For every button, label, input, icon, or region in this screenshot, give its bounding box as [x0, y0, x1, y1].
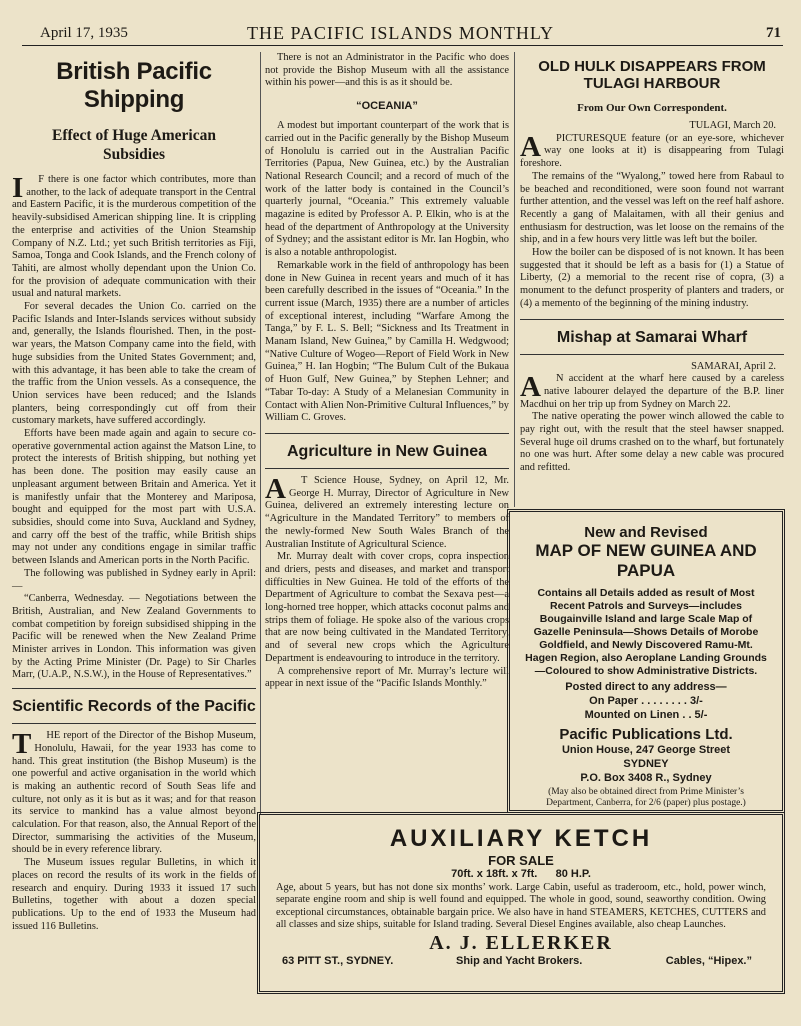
map-ad-note: (May also be obtained direct from Prime Minister’s Department, Canberra, for 2/6 (paper) plus postage.) — [546, 787, 746, 808]
shipping-paragraph: “Canberra, Wednesday. — Negotiations between the British, Australian, and New Zealand Governments to combat competition by foreign subsidised shipping in the Pacific will be renewed when the New Zealand Prime Minister arrives in London. This information was given by the Acting Prime Minister (Dr. Page) to Sir Charles Marr, (U.A.P., N.S.W.), in the House of Representatives.” — [12, 593, 256, 681]
map-advertisement — [507, 509, 785, 813]
ketch-ad-address: 63 PITT ST., SYDNEY. — [282, 954, 394, 967]
scientific-headline: Scientific Records of the Pacific — [12, 698, 256, 716]
shipping-paragraph: I F there is one factor which contributes, more than another, to the lack of adequate transport in the Central and Eastern Pacific, it is the murderous competition of the heavily-subsidised American shipping line. It is crippling the enterprise and activities of the Union Steamship Company of N.Z. Ltd.; yet such British territories as Fiji, Samoa, Tonga and Cook Islands, and the French colony of Tahiti, are almost wholly dependant upon the Union Co. for the provision of adequate communication with their usual and natural markets. — [12, 172, 256, 300]
shipping-paragraph: The following was published in Sydney early in April:— — [12, 567, 256, 592]
oceania-paragraph: Remarkable work in the field of anthropology has been done in New Guinea in recent years and much of it has been carefully described in the issues of “Oceania.” In the current issue (March, 1935) there are a number of articles of exceptional interest, including “Warfare Among the Tanga,” by F. L. S. Bell; “Sickness and Its Treatment in Manam Island, New Guinea,” by Camilla H. Wedgwood; “Native Culture of Wogeo—Report of Field Work in New Guinea,” H. Ian Hogbin; “The Bulum Cult of the Bukaua of Huon Gulf, New Guinea,” by Stephen Lehner; and “Tabar To-day: A Study of a Melanesian Community in Contact with Alien Non-Primitive Cultural Influences,” by William C. Groves. — [265, 259, 509, 424]
mishap-paragraph: A N accident at the wharf here caused by a careless native labourer delayed the departure of the B.P. liner Macdhui on her trip up from Sydney on March 22. — [520, 371, 784, 410]
scientific-paragraph: There is not an Administrator in the Pacific who does not provide the Bishop Museum with all the assistance within his power—and this is as it should be. — [265, 52, 509, 89]
section-rule — [520, 319, 784, 320]
map-ad-price-linen: Mounted on Linen . . 5/- — [584, 709, 708, 721]
hulk-paragraph: How the boiler can be disposed of is not known. It has been suggested that it should be left as a basis for (1) a Statue of Liberty, (2) a memorial to the recent rise of copra, (3) a monument to the defunct prosperity of planters and traders, or (4) a memento of the beginning of the mining industry. — [520, 247, 784, 309]
mishap-paragraph: The native operating the power winch allowed the cable to pay right out, with the result that the steel hawser snapped. Several huge oil drums crashed on to the wharf, but fortunately no one was hurt. After some delay a new cable was procured and refitted. — [520, 411, 784, 474]
page-header — [0, 0, 801, 44]
scientific-paragraph: The Museum issues regular Bulletins, in which it places on record the results of its work in the fields of research and enquiry. During 1933 it issued 17 such Bulletins, together with about a dozen special publications. Up to the end of 1933 the Museum had issued 116 Bulletins. — [12, 857, 256, 932]
scientific-paragraph: T HE report of the Director of the Bishop Museum, Honolulu, Hawaii, for the year 1933 has come to hand. This great institution (the Bishop Museum) is the one powerful and active organisation in the world which is making an authentic record of South Seas life and culture, not only as it is but as it was; and for that reason its service to mankind has a value almost beyond calculation. For that reason, also, the Annual Report of the Director, summarising the activities of the Museum, should be in every reference library. — [12, 728, 256, 856]
hulk-dek: From Our Own Correspondent. — [577, 102, 727, 114]
ketch-ad-footer — [260, 955, 782, 971]
page-number: 71 — [766, 25, 781, 41]
section-rule — [520, 354, 784, 355]
hulk-paragraph: The remains of the “Wyalong,” towed here from Rabaul to be beached and reconditioned, were soon found not warrant further attention, and the vessel was left on the reef half ashore. Recently a gang of Malaitamen, with all their genius and enthusiasm for destruction, was let loose on the remains of the ship, and in a few hours very little was left but the boiler. — [520, 170, 784, 246]
agriculture-paragraph: A T Science House, Sydney, on April 12, Mr. George H. Murray, Director of Agriculture in New Guinea, delivered an extremely interesting lecture on “Agriculture in the Mandated Territory” to members of the newly-formed New South Wales Branch of the Australian Institute of Agricultural Science. — [265, 472, 509, 550]
shipping-headline: British Pacific Shipping — [56, 58, 212, 113]
drop-cap: I — [12, 172, 24, 204]
section-rule — [12, 723, 256, 724]
section-rule — [265, 433, 509, 434]
agriculture-headline: Agriculture in New Guinea — [286, 442, 488, 460]
hulk-headline: OLD HULK DISAPPEARS FROM TULAGI HARBOUR — [538, 58, 766, 92]
issue-date: April 17, 1935 — [40, 25, 128, 41]
map-ad-publisher: Pacific Publications Ltd. — [559, 726, 733, 743]
shipping-subhead: Effect of Huge American Subsidies — [52, 127, 216, 163]
magazine-title: THE PACIFIC ISLANDS MONTHLY — [246, 23, 555, 43]
map-ad-title: MAP OF NEW GUINEA AND PAPUA — [535, 541, 757, 580]
ketch-ad-cables: Cables, “Hipex.” — [665, 954, 752, 967]
map-ad-body: Contains all Details added as result of Most Recent Patrols and Surveys—includes Bougainville Island and large Scale Map of Gazelle Peninsula—Shows Details of Morobe Goldfield, and Newly Discovered Ramu-Mt. Hagen Region, also Aeroplane Landing Grounds—Coloured to show Administrative Districts. — [525, 587, 767, 677]
ketch-ad-dimensions: 70ft. x 18ft. x 7ft. 80 H.P. — [451, 868, 591, 880]
ketch-ad-subtitle: FOR SALE — [488, 853, 554, 868]
ketch-ad-broker-name: A. J. ELLERKER — [429, 931, 613, 954]
drop-cap: A — [265, 472, 286, 505]
oceania-headline: “OCEANIA” — [356, 100, 418, 113]
hulk-dateline: TULAGI, March 20. — [689, 120, 776, 131]
column-1 — [12, 52, 256, 933]
column-2 — [265, 52, 509, 691]
drop-cap: A — [520, 130, 541, 163]
map-ad-posted: Posted direct to any address— — [565, 681, 727, 693]
map-ad-line1: New and Revised — [584, 524, 708, 541]
map-ad-address: Union House, 247 George Street — [561, 744, 731, 756]
column-divider — [514, 52, 515, 507]
ketch-ad-brokers: Ship and Yacht Brokers. — [456, 954, 583, 967]
section-rule — [12, 688, 256, 689]
shipping-paragraph: For several decades the Union Co. carried on the Pacific Islands and Inter-Islands services without subsidy and, generally, the Islands flourished. Then, in the post-war years, the Matson Company came into the field, with huge subsidies from the United States Government; and, with this advantage, it has been able to take the cream of the traffic from the Union vessels. As a consequence, the Union services have been reduced; and the Islands planters, being correspondingly cut off from their customary markets, have suffered accordingly. — [12, 301, 256, 427]
drop-cap: T — [12, 728, 32, 761]
drop-cap: A — [520, 371, 541, 404]
agriculture-paragraph: A comprehensive report of Mr. Murray’s lecture will appear in next issue of the “Pacific Islands Monthly.” — [265, 665, 509, 690]
column-divider — [260, 52, 261, 814]
shipping-paragraph: Efforts have been made again and again to secure co-operative governmental action against the Matson Line, to protect the interests of British shipping, but nothing yet has been done. The position may easily cause an unpleasant argument between Britain and America. Yet it is manifestly unfair that the Monterey and Mariposa, bought and equipped for the most part with U.S.A. subsidies, should come into Suva, Auckland and Sydney, and carry off the best of the traffic, while British ships may not under any conditions engage in similar traffic between Islands and American ports in the North Pacific. — [12, 428, 256, 567]
ketch-ad-title: AUXILIARY KETCH — [389, 825, 653, 852]
ketch-ad-body: Age, about 5 years, but has not done six months’ work. Large Cabin, useful as traderoom, etc., hold, power winch, separate engine room and ship is well found and equipped. The whole in good, sound, seaworthy condition. Owing exceptional circumstances, obtainable bargain price. We also have in hand STEAMERS, KETCHES, CUTTERS and all classes and size ships, suitable for Island trading. Several Diesel Engines available, also cheap Launches. — [276, 882, 766, 931]
map-ad-price-paper: On Paper . . . . . . . . 3/- — [589, 695, 703, 707]
oceania-paragraph: A modest but important counterpart of the work that is carried out in the Pacific generally by the Bishop Museum of Honolulu is carried out in the Australian Pacific Territories (Papua, New Guinea, etc.) by the Australian National Research Council; and a record of much of the work of the latter body is contained in the Council’s quarterly journal, “Oceania.” This extremely valuable magazine is edited by Professor A. P. Elkin, who is at the head of the department of Anthropology at the University of Sydney; and the assistant editor is Mr. Ian Hogbin, who is also a notable anthropologist. — [265, 120, 509, 259]
section-rule — [265, 468, 509, 469]
map-ad-city: SYDNEY — [623, 758, 669, 770]
column-3 — [520, 52, 784, 475]
hulk-paragraph: A PICTURESQUE feature (or an eye-sore, whichever way one looks at it) is disappearing from Tulagi foreshore. — [520, 130, 784, 170]
map-ad-po-box: P.O. Box 3408 R., Sydney — [580, 772, 712, 784]
ketch-advertisement — [257, 812, 785, 994]
mishap-dateline: SAMARAI, April 2. — [691, 360, 776, 372]
agriculture-paragraph: Mr. Murray dealt with cover crops, copra inspection and driers, pests and diseases, and market and transport difficulties in New Guinea. He told of the efforts of the Department of Agriculture to combat the Sexava pest—a long-horned tree hopper, which attacks coconut palms and strips them of foliage. He spoke also of the various crops that are now being cultivated in the Mandated Territory, and of several new crops which the Agriculture Department is endeavouring to introduce in the territory. — [265, 551, 509, 664]
mishap-headline: Mishap at Samarai Wharf — [556, 328, 748, 346]
header-rule — [22, 45, 783, 46]
